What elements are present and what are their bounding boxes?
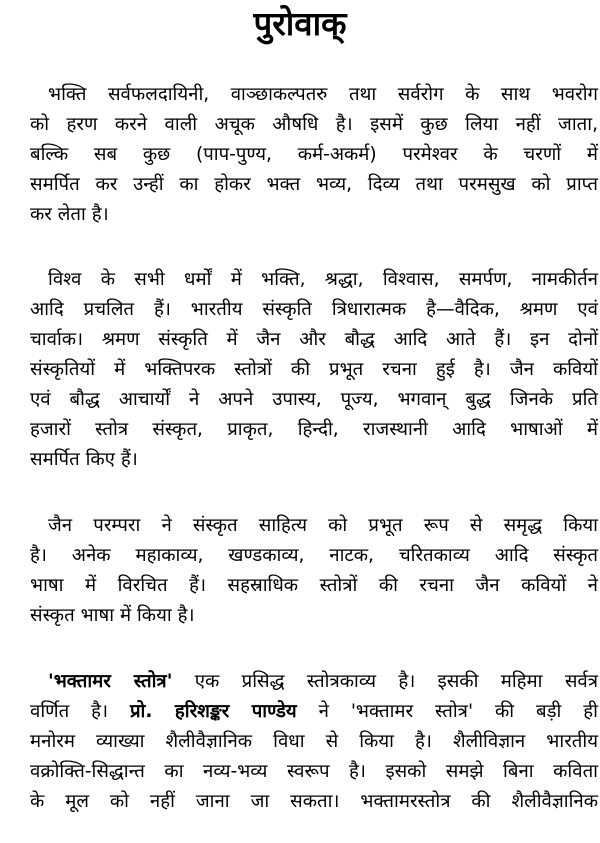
paragraph-3 [30,511,598,631]
text-line: संस्कृतियों में भक्तिपरक स्तोत्रों की प्रभूत रचना हुई है। जैन कवियों [30,359,598,380]
paragraph-1 [30,80,598,230]
text-line: हजारों स्तोत्र संस्कृत, प्राकृत, हिन्दी, राजस्थानी आदि भाषाओं में [30,419,598,440]
text-line: के मूल को नहीं जाना जा सकता। भक्तामरस्तोत्र की शैलीवैज्ञानिक [30,791,598,812]
text-line: कर लेता है। [30,204,109,225]
text-line: समर्पित कर उन्हीं का होकर भक्त भव्य, दिव्य तथा परमसुख को प्राप्त [30,174,598,195]
paragraph-4 [30,667,598,817]
text-fragment: वर्णित है। [30,701,130,722]
text-line: को हरण करने वाली अचूक औषधि है। इसमें कुछ लिया नहीं जाता, [30,114,598,135]
text-line: है। अनेक महाकाव्य, खण्डकाव्य, नाटक, चरितकाव्य आदि संस्कृत [30,545,598,566]
text-line: भक्ति सर्वफलदायिनी, वाञ्छाकल्पतरु तथा सर्वरोग के साथ भवरोग [48,84,598,105]
text-fragment: एक प्रसिद्ध स्तोत्रकाव्य है। इसकी महिमा सर्वत्र [172,671,598,692]
text-line [30,667,598,697]
text-line: समर्पित किए हैं। [30,449,138,470]
text-line: एवं बौद्ध आचार्यों ने अपने उपास्य, पूज्य, भगवान् बुद्ध जिनके प्रति [30,389,598,410]
text-line: संस्कृत भाषा में किया है। [30,605,195,626]
book-title-bold: 'भक्तामर स्तोत्र' [48,671,173,692]
page-title: पुरोवाक् [253,4,347,43]
text-line: विश्व के सभी धर्मों में भक्ति, श्रद्धा, विश्वास, समर्पण, नामकीर्तन [48,269,598,290]
text-line: मनोरम व्याख्या शैलीवैज्ञानिक विधा से किया है। शैलीविज्ञान भारतीय [30,731,598,752]
text-line: बल्कि सब कुछ (पाप-पुण्य, कर्म-अकर्म) परमेश्वर के चरणों में [30,144,598,165]
text-line: आदि प्रचलित हैं। भारतीय संस्कृति त्रिधारात्मक है—वैदिक, श्रमण एवं [30,299,598,320]
text-line: जैन परम्परा ने संस्कृत साहित्य को प्रभूत रूप से समृद्ध किया [48,515,598,536]
paragraph-2 [30,265,598,475]
text-line: भाषा में विरचित हैं। सहस्राधिक स्तोत्रों की रचना जैन कवियों ने [30,575,598,596]
text-fragment: ने 'भक्तामर स्तोत्र' की बड़ी ही [296,701,598,722]
text-line: चार्वाक। श्रमण संस्कृति में जैन और बौद्ध आदि आते हैं। इन दोनों [30,329,598,350]
text-line [30,697,598,727]
text-line: वक्रोक्ति-सिद्धान्त का नव्य-भव्य स्वरूप है। इसको समझे बिना कविता [30,761,598,782]
author-name-bold: प्रो. हरिशङ्कर पाण्डेय [129,701,297,722]
